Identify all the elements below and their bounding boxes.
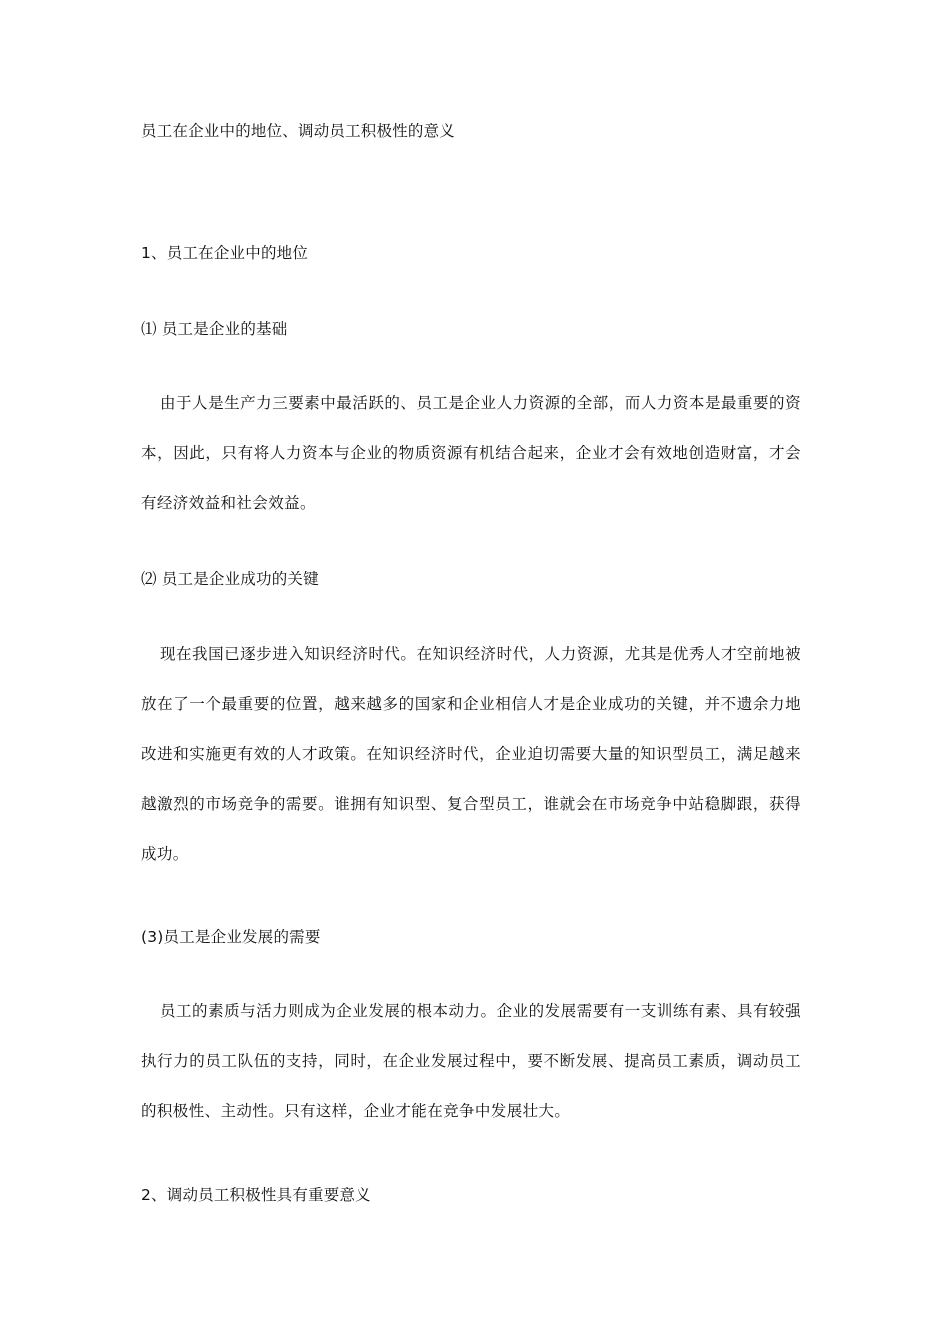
subsection-1-body: 由于人是生产力三要素中最活跃的、员工是企业人力资源的全部，而人力资本是最重要的资本，因此，只有将人力资本与企业的物质资源有机结合起来，企业才会有效地创造财富，才会有经济效益和社会效益。	[141, 394, 801, 512]
subsection-1-heading: ⑴ 员工是企业的基础	[141, 320, 288, 338]
subsection-3-heading: (3)员工是企业发展的需要	[141, 928, 321, 946]
subsection-2-body: 现在我国已逐步进入知识经济时代。在知识经济时代，人力资源，尤其是优秀人才空前地被放在了一个最重要的位置，越来越多的国家和企业相信人才是企业成功的关键，并不遗余力地改进和实施更有效的人才政策。在知识经济时代，企业迫切需要大量的知识型员工，满足越来越激烈的市场竞争的需要。谁拥有知识型、复合型员工，谁就会在市场竞争中站稳脚跟，获得成功。	[141, 645, 801, 863]
section-1-heading: 1、员工在企业中的地位	[141, 244, 309, 262]
document-title: 员工在企业中的地位、调动员工积极性的意义	[141, 122, 456, 140]
subsection-2-heading: ⑵ 员工是企业成功的关键	[141, 570, 319, 588]
subsection-3-body: 员工的素质与活力则成为企业发展的根本动力。企业的发展需要有一支训练有素、具有较强执行力的员工队伍的支持，同时，在企业发展过程中，要不断发展、提高员工素质，调动员工的积极性、主动性。只有这样，企业才能在竞争中发展壮大。	[141, 1002, 801, 1120]
section-2-heading: 2、调动员工积极性具有重要意义	[141, 1186, 371, 1204]
